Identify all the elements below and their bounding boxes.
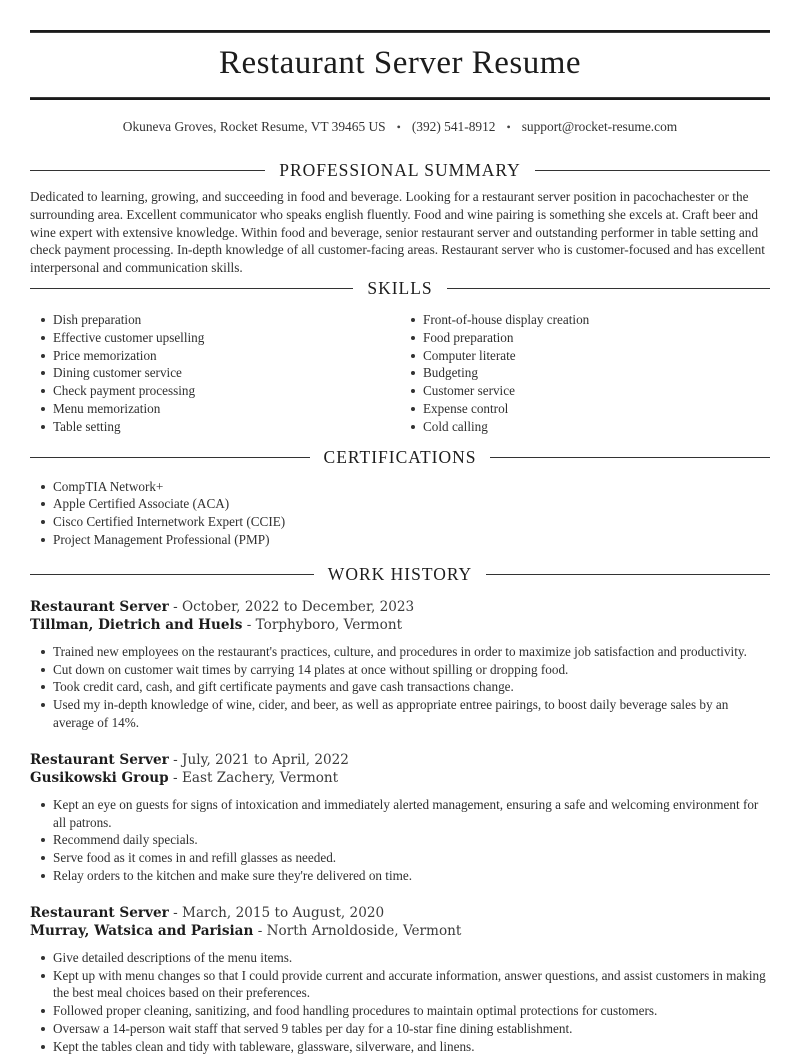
job-bullet: Cut down on customer wait times by carrying 14 plates at once without spilling or dropping food. [30, 661, 770, 679]
job-bullet: Give detailed descriptions of the menu items. [30, 949, 770, 967]
job-bullet: Relay orders to the kitchen and make sure they're delivered on time. [30, 867, 770, 885]
job-location: East Zachery, Vermont [181, 770, 339, 787]
skills-column-right [400, 311, 770, 436]
skill-item: Food preparation [400, 329, 770, 347]
skill-item: Computer literate [400, 347, 770, 365]
job-company: Gusikowski Group [30, 770, 169, 787]
heading-line-left [30, 170, 265, 171]
job-bullet: Serve food as it comes in and refill glasses as needed. [30, 849, 770, 867]
job-bullet: Followed proper cleaning, sanitizing, and food handling procedures to maintain optimal protections for customers. [30, 1002, 770, 1020]
job-location: Torphyboro, Vermont [255, 617, 403, 634]
job-separator: - [173, 904, 178, 921]
contact-phone: (392) 541-8912 [411, 119, 496, 134]
certification-item: Cisco Certified Internetwork Expert (CCIE) [30, 513, 770, 531]
heading-line-left [30, 288, 353, 289]
job-bullet: Recommend daily specials. [30, 831, 770, 849]
job-bullets [30, 949, 770, 1056]
job-dates: March, 2015 to August, 2020 [182, 904, 385, 921]
job-entry [30, 751, 770, 885]
title-rule-bottom [30, 97, 770, 100]
skill-item: Customer service [400, 382, 770, 400]
job-bullet: Trained new employees on the restaurant's practices, culture, and procedures in order to maximize job satisfaction and productivity. [30, 643, 770, 661]
job-bullet: Took credit card, cash, and gift certificate payments and gave cash transactions change. [30, 678, 770, 696]
skill-item: Dining customer service [30, 364, 400, 382]
job-entry [30, 598, 770, 732]
section-title: WORK HISTORY [327, 564, 473, 585]
skill-item: Front-of-house display creation [400, 311, 770, 329]
contact-email: support@rocket-resume.com [521, 119, 678, 134]
job-separator: - [173, 751, 178, 768]
job-separator: - [173, 598, 178, 615]
job-dates: October, 2022 to December, 2023 [182, 598, 415, 615]
heading-line-left [30, 574, 314, 575]
skill-item: Table setting [30, 418, 400, 436]
title-rule-top [30, 30, 770, 33]
section-heading-skills [30, 279, 770, 299]
job-title-line [30, 598, 770, 617]
section-title: PROFESSIONAL SUMMARY [279, 159, 521, 180]
job-separator: - [257, 923, 263, 940]
job-title: Restaurant Server [30, 598, 169, 615]
section-heading-professional-summary [30, 160, 770, 180]
skill-item: Price memorization [30, 347, 400, 365]
job-bullet: Used my in-depth knowledge of wine, cider, and beer, as well as appropriate entree pairings, to boost daily beverage sales by an average of 14%. [30, 696, 770, 732]
contact-address: Okuneva Groves, Rocket Resume, VT 39465 US [122, 119, 386, 134]
job-company: Tillman, Dietrich and Huels [30, 617, 243, 634]
job-title-line [30, 751, 770, 770]
skill-item: Dish preparation [30, 311, 400, 329]
job-entry [30, 904, 770, 1056]
job-company-line [30, 922, 770, 941]
contact-separator-dot: • [506, 120, 511, 134]
heading-line-right [535, 170, 770, 171]
contact-line [30, 118, 770, 136]
summary-text: Dedicated to learning, growing, and succeeding in food and beverage. Looking for a restaurant server position in pacochachester or the surrounding area. Excellent communicator who speaks english fluently. Food and wine pairing is something she excels at. Craft beer and wine expert with extensive knowledge. Within food and beverage, senior restaurant server and outstanding performer in table setting and check payment processing. In-depth knowledge of all customer-facing areas. Restaurant server who is customer-focused and has excellent interpersonal and communication skills. [30, 189, 765, 276]
certification-item: Project Management Professional (PMP) [30, 531, 770, 549]
job-separator: - [246, 617, 252, 634]
section-title: CERTIFICATIONS [323, 447, 477, 468]
contact-separator-dot: • [396, 120, 401, 134]
section-title: SKILLS [367, 278, 433, 299]
job-location: North Arnoldoside, Vermont [266, 923, 462, 940]
job-bullet: Oversaw a 14-person wait staff that served 9 tables per day for a 10-star fine dining establishment. [30, 1020, 770, 1038]
skill-item: Cold calling [400, 418, 770, 436]
job-bullet: Kept an eye on guests for signs of intoxication and immediately alerted management, ensuring a safe and welcoming environment for all patrons. [30, 796, 770, 832]
certifications-list [30, 478, 770, 549]
skill-item: Effective customer upselling [30, 329, 400, 347]
skills-column-left [30, 311, 400, 436]
job-title: Restaurant Server [30, 904, 169, 921]
job-bullets [30, 796, 770, 885]
job-company-line [30, 769, 770, 788]
heading-line-left [30, 457, 310, 458]
skill-item: Check payment processing [30, 382, 400, 400]
heading-line-right [447, 288, 770, 289]
job-bullet: Kept the tables clean and tidy with tableware, glassware, silverware, and linens. [30, 1038, 770, 1056]
certification-item: CompTIA Network+ [30, 478, 770, 496]
heading-line-right [486, 574, 770, 575]
job-company: Murray, Watsica and Parisian [30, 923, 254, 940]
section-heading-work-history [30, 565, 770, 585]
job-dates: July, 2021 to April, 2022 [182, 751, 349, 768]
certification-item: Apple Certified Associate (ACA) [30, 495, 770, 513]
section-heading-certifications [30, 448, 770, 468]
job-title: Restaurant Server [30, 751, 169, 768]
skill-item: Budgeting [400, 364, 770, 382]
skills-columns [30, 311, 770, 436]
page-title: Restaurant Server Resume [218, 45, 582, 81]
job-bullet: Kept up with menu changes so that I could provide current and accurate information, answer questions, and assist customers in making the best meal choices based on their preferences. [30, 967, 770, 1003]
job-separator: - [173, 770, 178, 787]
heading-line-right [490, 457, 770, 458]
skill-item: Expense control [400, 400, 770, 418]
job-company-line [30, 616, 770, 635]
skill-item: Menu memorization [30, 400, 400, 418]
job-title-line [30, 904, 770, 923]
job-bullets [30, 643, 770, 732]
